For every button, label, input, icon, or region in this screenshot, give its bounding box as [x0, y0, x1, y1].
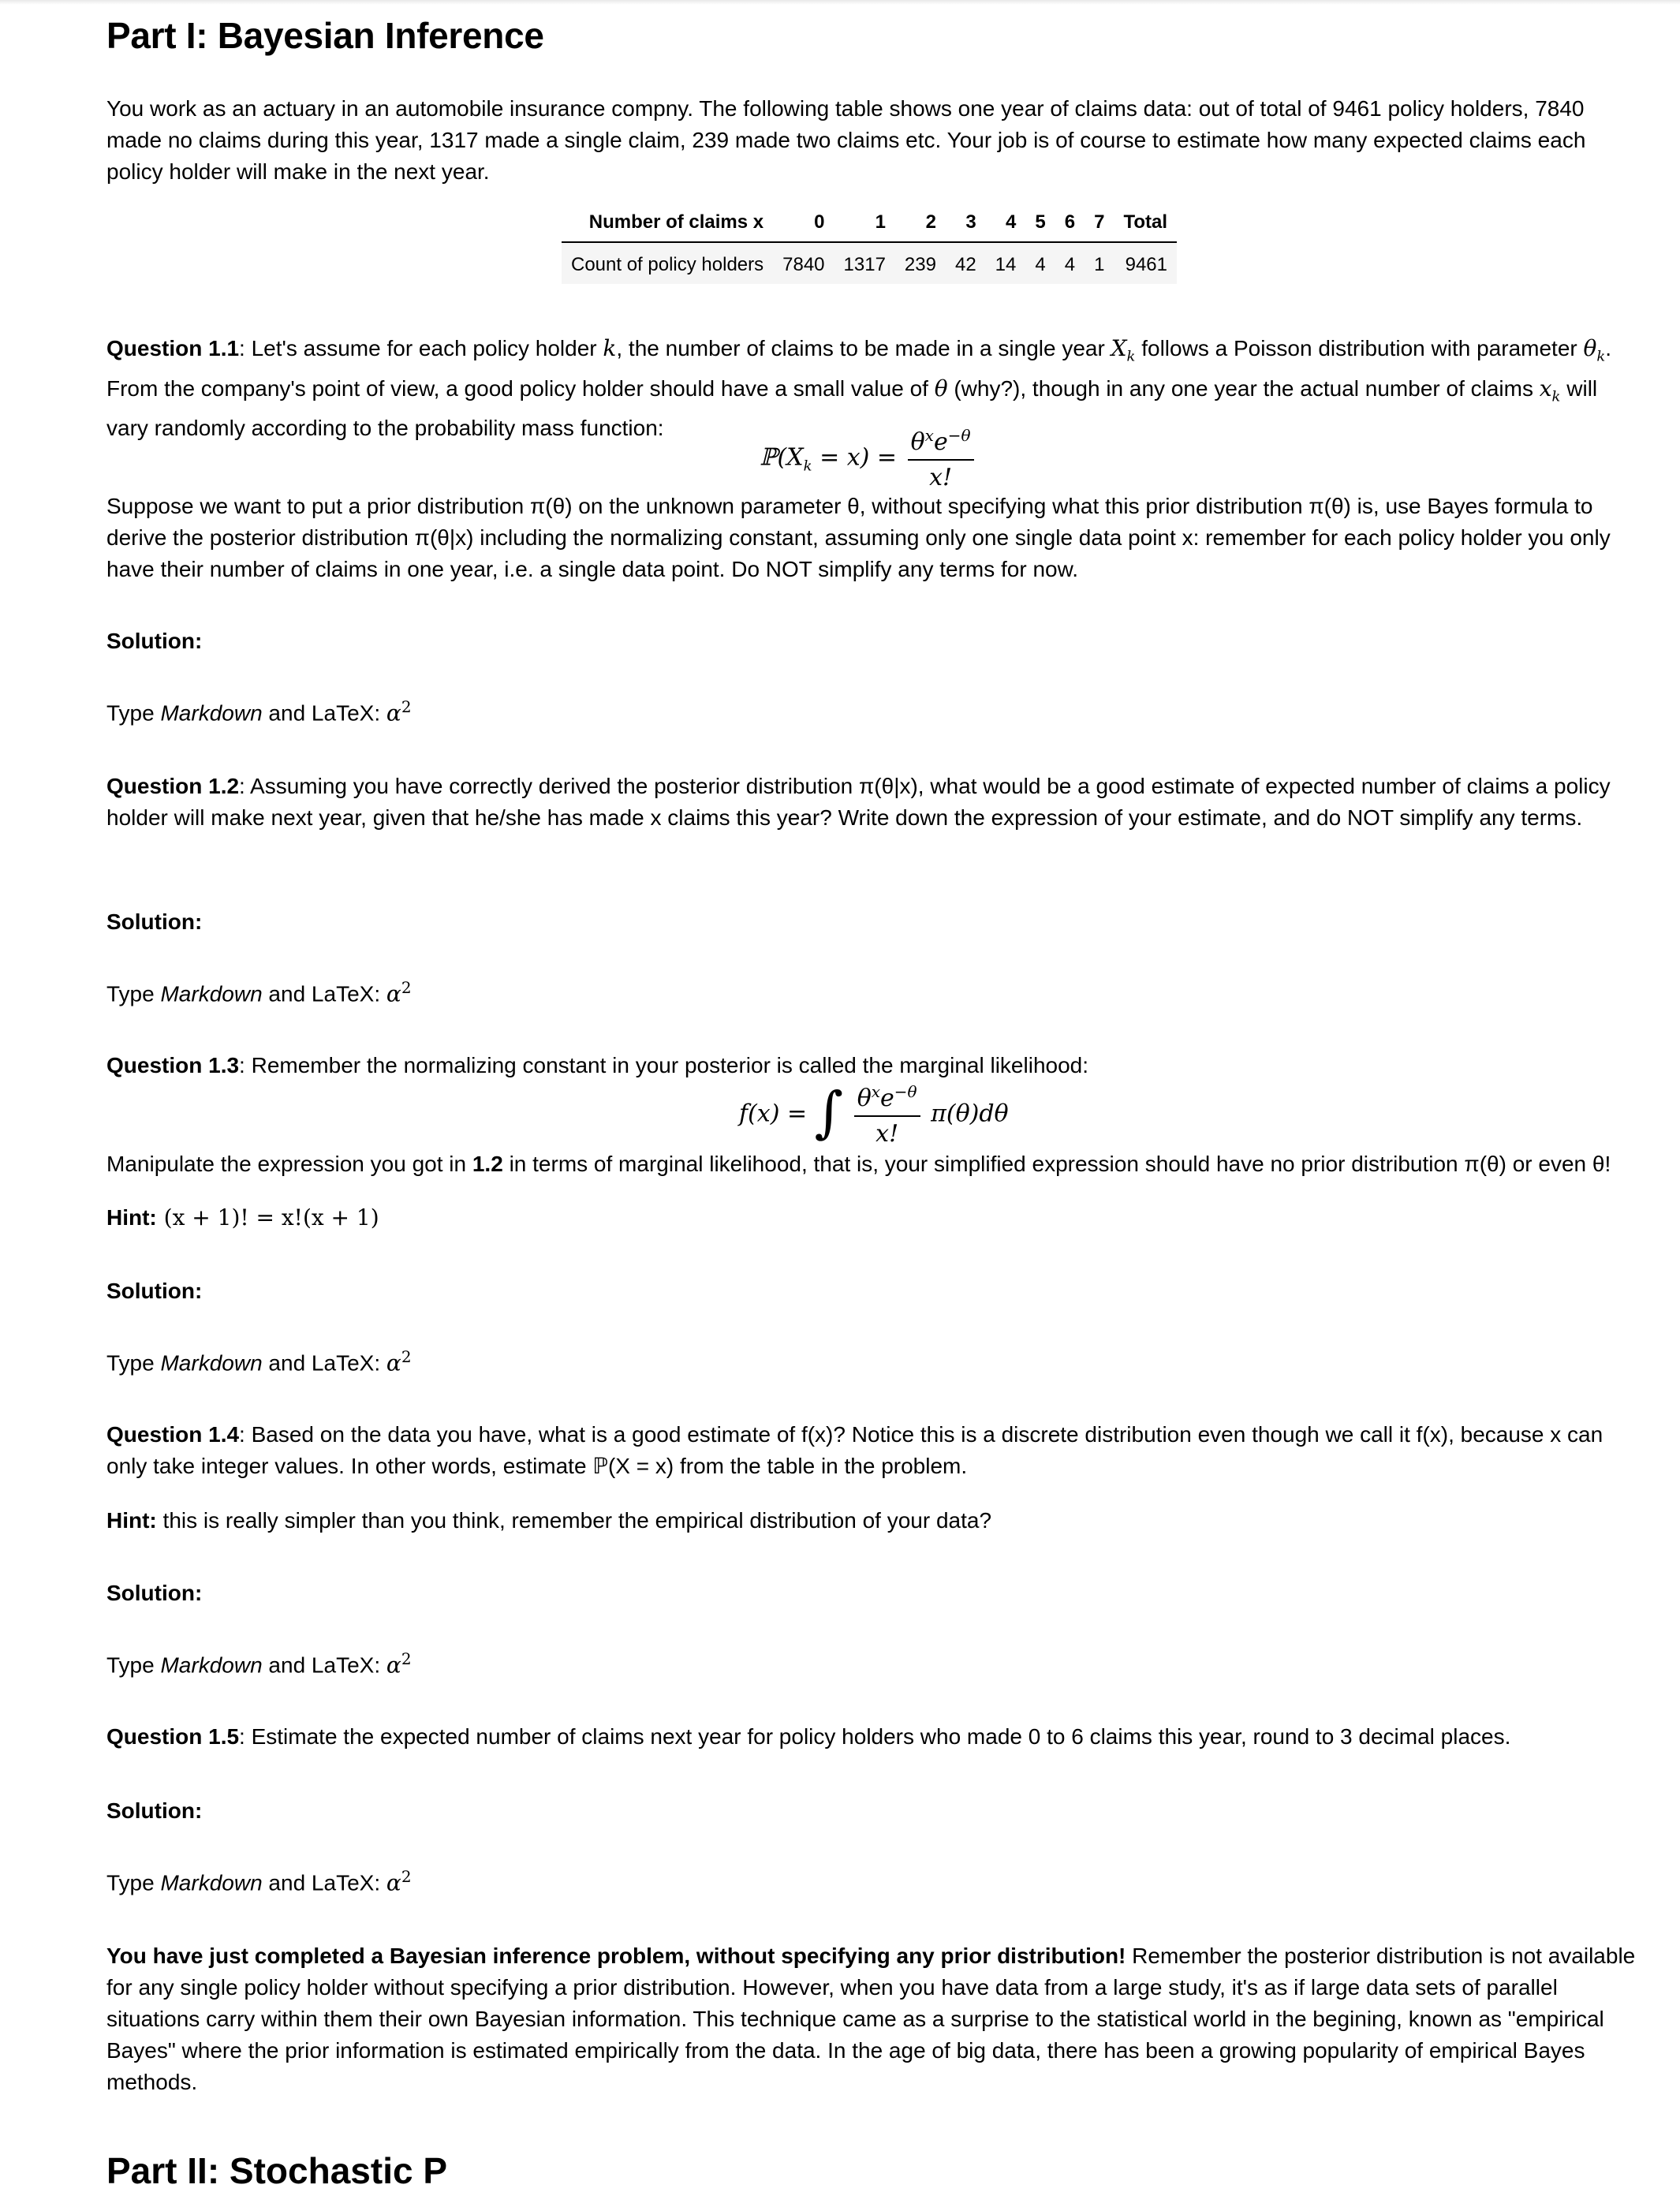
top-shadow: [0, 0, 1680, 5]
table-cell: 42: [946, 242, 986, 284]
question-label: Question 1.1: [106, 336, 240, 360]
table-cell: 9461: [1114, 242, 1177, 284]
table-header: 2: [895, 204, 946, 242]
table-header: 5: [1025, 204, 1055, 242]
table-header: 4: [986, 204, 1026, 242]
markdown-cell-placeholder[interactable]: Type Markdown and LaTeX: $\alpha^2$: [106, 1347, 412, 1376]
question-label: Question 1.4: [106, 1422, 240, 1447]
table-header-row: [562, 204, 1177, 242]
table-cell: 1: [1085, 242, 1114, 284]
table-header: Total: [1114, 204, 1177, 242]
table-cell: 7840: [773, 242, 834, 284]
question-1-5: Question 1.5: Estimate the expected number of claims next year for policy holders who made 0 to 6 claims this year, round to 3 decimal places.: [106, 1724, 1511, 1749]
table-cell: Count of policy holders: [562, 242, 773, 284]
markdown-cell-placeholder[interactable]: Type Markdown and LaTeX: $\alpha^2$: [106, 1649, 412, 1679]
table-header: Number of claims x: [562, 204, 773, 242]
question-1-1: Question 1.1: Let's assume for each policy holder k, the number of claims to be made in a single year $X_k$ follows a Poisson distribution with parameter $\theta_k$. From the company's point of view, a good policy holder should have a small value of θ (why?), though in any one year the actual number of claims $x_k$ will vary randomly according to the probability mass function:: [106, 335, 1612, 441]
solution-label: Solution:: [106, 1798, 203, 1823]
table-header: 7: [1085, 204, 1114, 242]
markdown-cell-placeholder[interactable]: Type Markdown and LaTeX: $\alpha^2$: [106, 1867, 412, 1896]
hint-1-4: Hint: this is really simpler than you think, remember the empirical distribution of your data?: [106, 1508, 992, 1533]
poisson-pmf-equation: $ℙ(X_k = x)$ = $\frac{\theta^xe^{-\theta}}{x!}$: [760, 426, 977, 491]
table-header: 0: [773, 204, 834, 242]
question-1-1-body: Suppose we want to put a prior distribution π(θ) on the unknown parameter θ, without specifying what this prior distribution π(θ) is, use Bayes formula to derive the posterior distribution π(θ|x) including the normalizing constant, assuming only one single data point x: remember for each policy holder you only have their number of claims in one year, i.e. a single data point. Do NOT simplify any terms for now.: [106, 494, 1611, 581]
table-cell: 14: [986, 242, 1026, 284]
closing-paragraph: You have just completed a Bayesian inference problem, without specifying any prior distribution! Remember the posterior distribution is not available for any single policy holder without specifying a prior distribution. However, when you have data from a large study, it's as if large data sets of parallel situations carry within them their own Bayesian information. This technique came as a surprise to the statistical world in the begining, known as "empirical Bayes" where the prior information is estimated empirically from the data. In the age of big data, there has been a growing popularity of empirical Bayes methods.: [106, 1944, 1636, 2094]
question-label: Question 1.3: [106, 1053, 240, 1077]
table-header: 1: [834, 204, 895, 242]
intro-paragraph: You work as an actuary in an automobile insurance compny. The following table shows one year of claims data: out of total of 9461 policy holders, 7840 made no claims during this year, 1317 made a single claim, 239 made two claims etc. Your job is of course to estimate how many expected claims each policy holder will make in the next year.: [106, 96, 1586, 184]
markdown-cell-placeholder[interactable]: Type Markdown and LaTeX: $\alpha^2$: [106, 697, 412, 726]
question-1-2: Question 1.2: Assuming you have correctly derived the posterior distribution π(θ|x), what would be a good estimate of expected number of claims a policy holder will make next year, given that he/she has made x claims this year? Write down the expression of your estimate, and do NOT simplify any terms.: [106, 774, 1611, 830]
question-1-3-body: Manipulate the expression you got in 1.2 in terms of marginal likelihood, that is, your simplified expression should have no prior distribution π(θ) or even θ!: [106, 1152, 1611, 1176]
solution-label: Solution:: [106, 629, 203, 653]
page-title: Part I: Bayesian Inference: [106, 15, 544, 56]
table-row: [562, 242, 1177, 284]
solution-label: Solution:: [106, 1581, 203, 1605]
table-header: 3: [946, 204, 986, 242]
claims-table: [562, 204, 1177, 284]
table-cell: 4: [1025, 242, 1055, 284]
table-cell: 4: [1055, 242, 1085, 284]
table-cell: 239: [895, 242, 946, 284]
question-label: Question 1.5: [106, 1724, 240, 1749]
markdown-cell-placeholder[interactable]: Type Markdown and LaTeX: $\alpha^2$: [106, 978, 412, 1007]
marginal-fraction: $\frac{\theta^xe^{-\theta}}{x!}$: [854, 1082, 920, 1148]
pmf-fraction: $\frac{\theta^xe^{-\theta}}{x!}$: [908, 426, 974, 491]
question-label: Question 1.2: [106, 774, 240, 798]
table-header: 6: [1055, 204, 1085, 242]
question-1-3: Question 1.3: Remember the normalizing constant in your posterior is called the marginal likelihood:: [106, 1053, 1089, 1077]
marginal-likelihood-equation: f(x) = ∫ $\frac{\theta^xe^{-\theta}}{x!}$ π(θ)dθ: [739, 1079, 1009, 1148]
hint-1-3: Hint: (x + 1)! = x!(x + 1): [106, 1204, 379, 1230]
solution-label: Solution:: [106, 909, 203, 934]
solution-label: Solution:: [106, 1279, 203, 1303]
question-1-4: Question 1.4: Based on the data you have, what is a good estimate of f(x)? Notice this is a discrete distribution even though we call it f(x), because x can only take integer values. In other words, estimate ℙ(X = x) from the table in the problem.: [106, 1422, 1603, 1478]
table-cell: 1317: [834, 242, 895, 284]
next-part-title: Part II: Stochastic P: [106, 2150, 448, 2191]
